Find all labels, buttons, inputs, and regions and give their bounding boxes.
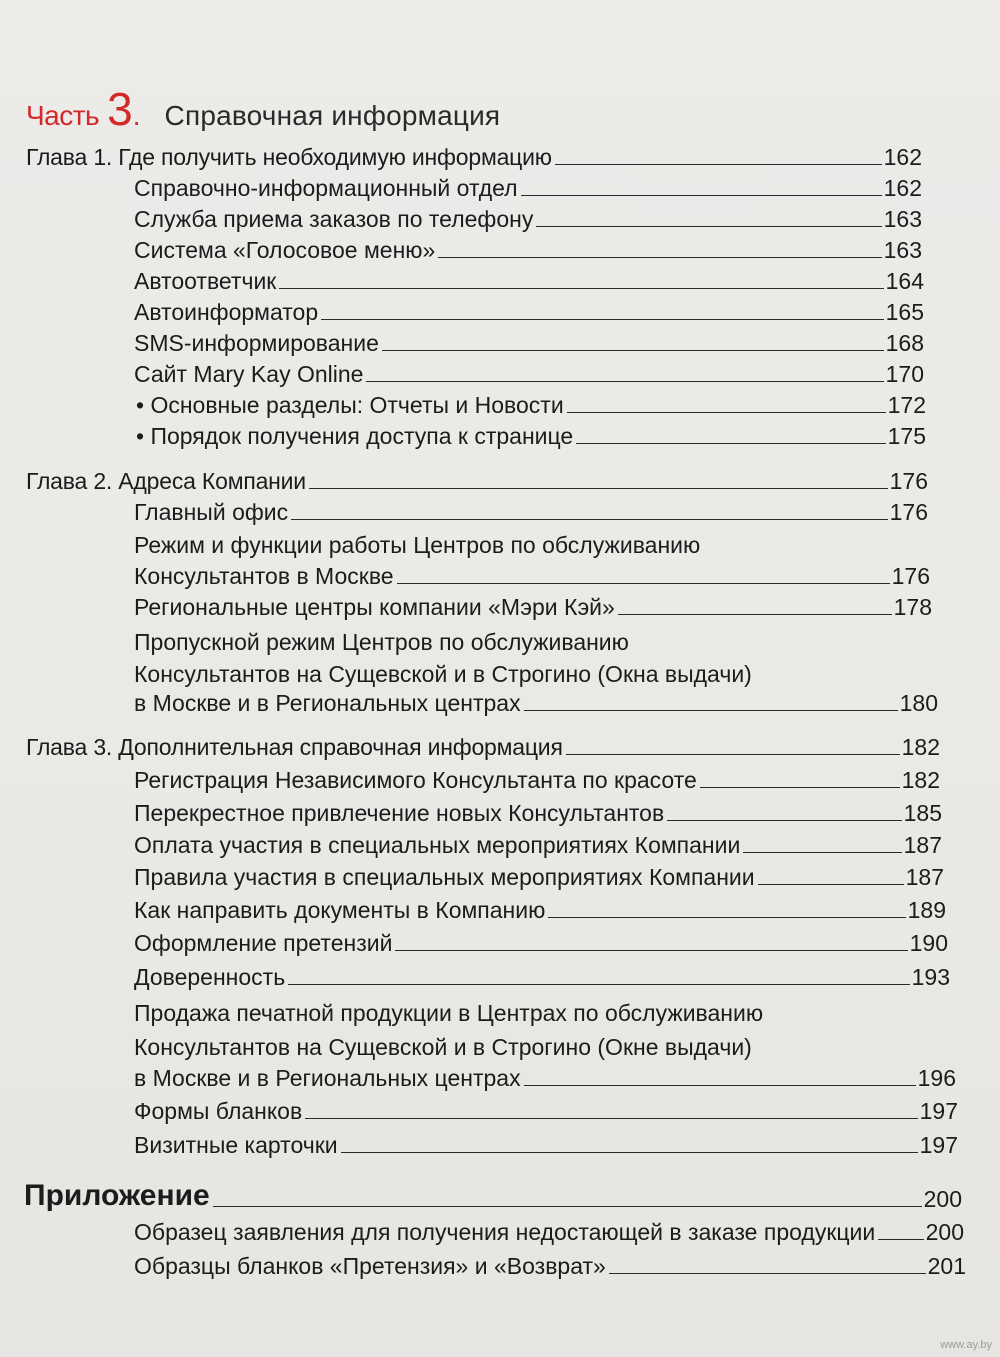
toc-entry	[134, 930, 948, 956]
leader-dots	[524, 1085, 916, 1086]
chapter-1-title: Глава 1. Где получить необходимую информацию	[26, 144, 552, 170]
leader-dots	[397, 583, 890, 584]
leader-dots	[700, 787, 900, 788]
entry-title-line: в Москве и в Региональных центрах	[134, 1065, 521, 1091]
page-number: 197	[919, 1132, 958, 1158]
toc-entry	[134, 1219, 964, 1245]
toc-entry	[134, 330, 924, 356]
page-number: 201	[927, 1253, 966, 1279]
appendix-title: Приложение	[24, 1179, 210, 1212]
leader-dots	[536, 226, 881, 227]
entry-title-line: Пропускной режим Центров по обслуживанию	[134, 629, 629, 655]
page-number: 197	[919, 1098, 958, 1124]
leader-dots	[567, 412, 886, 413]
entry-title: Система «Голосовое меню»	[134, 237, 436, 263]
page-number: 196	[917, 1065, 956, 1091]
toc-entry	[134, 690, 938, 716]
entry-title: Визитные карточки	[134, 1132, 338, 1158]
page-number: 168	[885, 330, 924, 356]
entry-title: Доверенность	[134, 964, 286, 990]
chapter-3-entry	[26, 734, 940, 760]
leader-dots	[758, 884, 904, 885]
leader-dots	[548, 917, 905, 918]
toc-entry	[134, 268, 924, 294]
leader-dots	[618, 614, 892, 615]
toc-entry	[134, 361, 924, 387]
entry-title: Справочно-информационный отдел	[134, 175, 518, 201]
page-number: 182	[901, 734, 940, 760]
toc-entry	[134, 964, 950, 990]
entry-title: Правила участия в специальных мероприятиях Компании	[134, 864, 755, 890]
chapter-2-title: Глава 2. Адреса Компании	[26, 468, 306, 494]
leader-dots	[291, 519, 887, 520]
page-number: 180	[899, 690, 938, 716]
entry-title: Регистрация Независимого Консультанта по красоте	[134, 767, 697, 793]
page-number: 163	[883, 206, 922, 232]
entry-title: • Основные разделы: Отчеты и Новости	[136, 392, 564, 418]
entry-title-line: Консультантов на Сущевской и в Строгино (Окна выдачи)	[134, 661, 752, 687]
entry-title: Как направить документы в Компанию	[134, 897, 546, 923]
page-number: 178	[893, 594, 932, 620]
toc-entry	[134, 897, 946, 923]
chapter-1-entry	[26, 144, 922, 170]
page-number: 200	[925, 1219, 964, 1245]
page-number: 182	[901, 767, 940, 793]
page-number: 164	[885, 268, 924, 294]
toc-entry	[134, 1065, 956, 1091]
page-number: 163	[883, 237, 922, 263]
page-number: 187	[903, 832, 942, 858]
entry-title: Оплата участия в специальных мероприятиях Компании	[134, 832, 741, 858]
leader-dots	[341, 1152, 918, 1153]
leader-dots	[321, 319, 883, 320]
leader-dots	[366, 381, 883, 382]
chapter-3-title: Глава 3. Дополнительная справочная информация	[26, 734, 563, 760]
page-number: 172	[887, 392, 926, 418]
leader-dots	[524, 710, 898, 711]
leader-dots	[305, 1118, 917, 1119]
leader-dots	[576, 443, 885, 444]
entry-title-line: Консультантов в Москве	[134, 563, 394, 589]
part-number: 3	[107, 83, 133, 135]
page-number: 185	[903, 800, 942, 826]
page-number: 187	[905, 864, 944, 890]
page-number: 175	[887, 423, 926, 449]
watermark: www.ay.by	[940, 1339, 992, 1351]
leader-dots	[743, 852, 901, 853]
page-number: 176	[889, 468, 928, 494]
toc-entry	[134, 832, 942, 858]
entry-title: Автоинформатор	[134, 299, 319, 325]
entry-title-line: в Москве и в Региональных центрах	[134, 690, 521, 716]
entry-title: Формы бланков	[134, 1098, 303, 1124]
toc-entry	[134, 299, 924, 325]
entry-title-line: Режим и функции работы Центров по обслуживанию	[134, 532, 701, 558]
entry-title: Образец заявления для получения недостающей в заказе продукции	[134, 1219, 876, 1245]
entry-title: Служба приема заказов по телефону	[134, 206, 534, 232]
leader-dots	[288, 984, 909, 985]
leader-dots	[521, 195, 882, 196]
entry-title: Региональные центры компании «Мэри Кэй»	[134, 594, 615, 620]
leader-dots	[609, 1273, 926, 1274]
toc-entry	[134, 594, 932, 620]
toc-entry	[134, 1098, 958, 1124]
toc-entry	[134, 499, 928, 525]
toc-entry	[134, 237, 922, 263]
entry-title: • Порядок получения доступа к странице	[136, 423, 574, 449]
entry-title: SMS-информирование	[134, 330, 379, 356]
leader-dots	[566, 754, 900, 755]
page-number: 200	[923, 1186, 962, 1212]
leader-dots	[395, 950, 907, 951]
page-number: 162	[883, 175, 922, 201]
leader-dots	[438, 257, 881, 258]
toc-entry	[134, 1253, 966, 1279]
part-heading	[26, 83, 501, 135]
page-number: 162	[883, 144, 922, 170]
part-word: Часть	[26, 100, 100, 131]
entry-title: Главный офис	[134, 499, 289, 525]
leader-dots	[213, 1206, 922, 1207]
entry-title-line: Продажа печатной продукции в Центрах по обслуживанию	[134, 1000, 764, 1026]
toc-entry	[134, 563, 930, 589]
toc-entry	[134, 175, 922, 201]
toc-entry	[134, 800, 942, 826]
page-number: 176	[891, 563, 930, 589]
leader-dots	[878, 1239, 923, 1240]
leader-dots	[309, 488, 888, 489]
toc-entry	[134, 767, 940, 793]
chapter-2-entry	[26, 468, 928, 494]
entry-title: Оформление претензий	[134, 930, 393, 956]
appendix-entry	[24, 1180, 962, 1212]
leader-dots	[382, 350, 884, 351]
page-number: 165	[885, 299, 924, 325]
leader-dots	[555, 164, 882, 165]
page-number: 189	[907, 897, 946, 923]
entry-title: Перекрестное привлечение новых Консультантов	[134, 800, 665, 826]
toc-entry	[134, 1132, 958, 1158]
entry-title: Сайт Mary Kay Online	[134, 361, 364, 387]
toc-subentry	[136, 392, 926, 418]
page-number: 190	[909, 930, 948, 956]
page-number: 193	[911, 964, 950, 990]
page-number: 176	[889, 499, 928, 525]
leader-dots	[279, 288, 883, 289]
leader-dots	[667, 820, 901, 821]
entry-title-line: Консультантов на Сущевской и в Строгино (Окне выдачи)	[134, 1034, 752, 1060]
part-title: Справочная информация	[164, 100, 501, 131]
toc-entry	[134, 206, 922, 232]
entry-title: Образцы бланков «Претензия» и «Возврат»	[134, 1253, 606, 1279]
page-number: 170	[885, 361, 924, 387]
part-dot: .	[132, 100, 141, 131]
toc-entry	[134, 864, 944, 890]
entry-title: Автоответчик	[134, 268, 277, 294]
toc-subentry	[136, 423, 926, 449]
